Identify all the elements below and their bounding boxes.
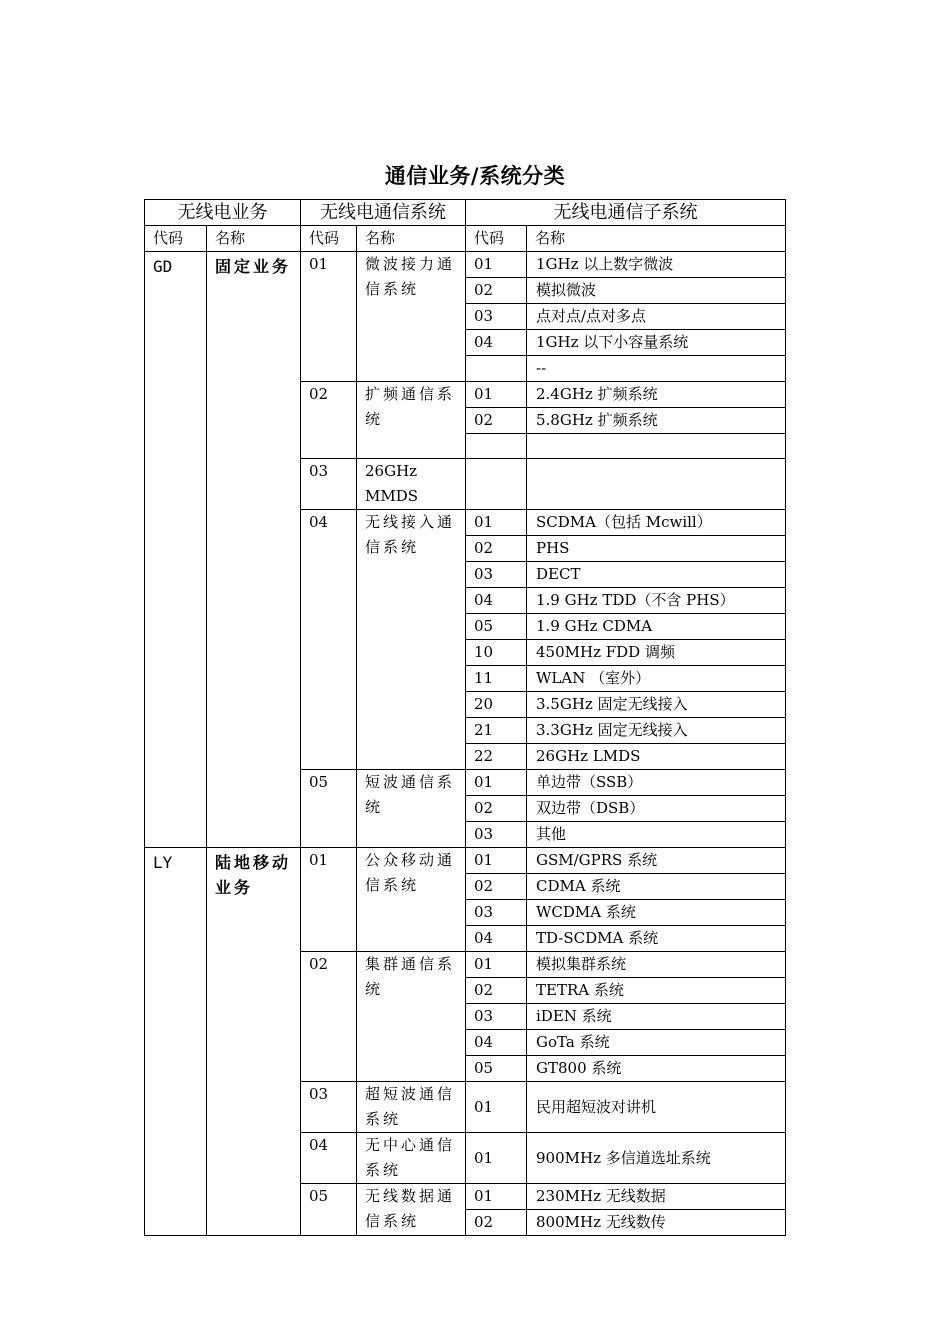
subsystem-code: 01 bbox=[466, 1133, 527, 1184]
subsystem-code: 04 bbox=[466, 926, 527, 952]
subsystem-name: 3.5GHz 固定无线接入 bbox=[527, 692, 786, 718]
system-name: 无线接入通信系统 bbox=[357, 510, 466, 770]
subsystem-code: 11 bbox=[466, 666, 527, 692]
subsystem-name: GoTa 系统 bbox=[527, 1030, 786, 1056]
subsystem-name: 230MHz 无线数据 bbox=[527, 1184, 786, 1210]
system-code: 03 bbox=[301, 1082, 357, 1133]
subsystem-code: 03 bbox=[466, 562, 527, 588]
system-name: 微波接力通信系统 bbox=[357, 252, 466, 382]
subsystem-code: 03 bbox=[466, 1004, 527, 1030]
subsystem-code: 05 bbox=[466, 1056, 527, 1082]
subsystem-name: GT800 系统 bbox=[527, 1056, 786, 1082]
subsystem-code: 03 bbox=[466, 822, 527, 848]
subsystem-code: 02 bbox=[466, 874, 527, 900]
subsystem-code: 02 bbox=[466, 408, 527, 434]
subsystem-code: 05 bbox=[466, 614, 527, 640]
subsystem-code: 01 bbox=[466, 1184, 527, 1210]
subsystem-code: 03 bbox=[466, 304, 527, 330]
system-code: 02 bbox=[301, 382, 357, 459]
subsystem-name: 450MHz FDD 调频 bbox=[527, 640, 786, 666]
subsystem-name: 26GHz LMDS bbox=[527, 744, 786, 770]
system-code: 04 bbox=[301, 1133, 357, 1184]
subsystem-code: 04 bbox=[466, 330, 527, 356]
system-code: 01 bbox=[301, 252, 357, 382]
subsystem-name: 1GHz 以上数字微波 bbox=[527, 252, 786, 278]
column-header-row bbox=[145, 226, 786, 252]
subsystem-code: 01 bbox=[466, 848, 527, 874]
service-name: 固定业务 bbox=[207, 252, 301, 848]
subsystem-code: 22 bbox=[466, 744, 527, 770]
subsystem-code: 10 bbox=[466, 640, 527, 666]
system-code: 05 bbox=[301, 770, 357, 848]
system-name: 超短波通信系统 bbox=[357, 1082, 466, 1133]
subsystem-name: TETRA 系统 bbox=[527, 978, 786, 1004]
subsystem-code: 01 bbox=[466, 1082, 527, 1133]
service-name: 陆地移动业务 bbox=[207, 848, 301, 1236]
subsystem-name: 900MHz 多信道选址系统 bbox=[527, 1133, 786, 1184]
system-name: 集群通信系统 bbox=[357, 952, 466, 1082]
subsystem-name: 点对点/点对多点 bbox=[527, 304, 786, 330]
group-header-row bbox=[145, 200, 786, 226]
service-code: GD bbox=[145, 252, 207, 848]
subsystem-name bbox=[527, 459, 786, 510]
service-code: LY bbox=[145, 848, 207, 1236]
page-title: 通信业务/系统分类 bbox=[384, 163, 566, 188]
col-header-service-code: 代码 bbox=[145, 226, 207, 252]
subsystem-code bbox=[466, 356, 527, 382]
group-header-subsystem: 无线电通信子系统 bbox=[466, 200, 786, 226]
subsystem-code: 21 bbox=[466, 718, 527, 744]
group-header-system: 无线电通信系统 bbox=[301, 200, 466, 226]
system-name: 无线数据通信系统 bbox=[357, 1184, 466, 1236]
subsystem-code: 03 bbox=[466, 900, 527, 926]
subsystem-name: 模拟集群系统 bbox=[527, 952, 786, 978]
classification-table bbox=[144, 199, 786, 1236]
subsystem-name: 模拟微波 bbox=[527, 278, 786, 304]
subsystem-code: 01 bbox=[466, 382, 527, 408]
subsystem-code: 01 bbox=[466, 770, 527, 796]
system-code: 03 bbox=[301, 459, 357, 510]
subsystem-code: 02 bbox=[466, 978, 527, 1004]
subsystem-name: 3.3GHz 固定无线接入 bbox=[527, 718, 786, 744]
system-name: 26GHz MMDS bbox=[357, 459, 466, 510]
subsystem-code bbox=[466, 459, 527, 510]
subsystem-name: 5.8GHz 扩频系统 bbox=[527, 408, 786, 434]
col-header-sub-code: 代码 bbox=[466, 226, 527, 252]
col-header-service-name: 名称 bbox=[207, 226, 301, 252]
system-code: 04 bbox=[301, 510, 357, 770]
subsystem-code: 04 bbox=[466, 588, 527, 614]
subsystem-name: 800MHz 无线数传 bbox=[527, 1210, 786, 1236]
subsystem-code: 02 bbox=[466, 278, 527, 304]
col-header-system-name: 名称 bbox=[357, 226, 466, 252]
subsystem-code: 01 bbox=[466, 252, 527, 278]
subsystem-name: SCDMA（包括 Mcwill） bbox=[527, 510, 786, 536]
system-code: 01 bbox=[301, 848, 357, 952]
subsystem-name: CDMA 系统 bbox=[527, 874, 786, 900]
system-name: 无中心通信系统 bbox=[357, 1133, 466, 1184]
subsystem-name: -- bbox=[527, 356, 786, 382]
subsystem-code bbox=[466, 434, 527, 459]
col-header-system-code: 代码 bbox=[301, 226, 357, 252]
system-code: 05 bbox=[301, 1184, 357, 1236]
table-row bbox=[145, 252, 786, 278]
subsystem-name: 1GHz 以下小容量系统 bbox=[527, 330, 786, 356]
subsystem-code: 01 bbox=[466, 952, 527, 978]
subsystem-code: 04 bbox=[466, 1030, 527, 1056]
subsystem-name: 民用超短波对讲机 bbox=[527, 1082, 786, 1133]
subsystem-name: 2.4GHz 扩频系统 bbox=[527, 382, 786, 408]
subsystem-name: TD-SCDMA 系统 bbox=[527, 926, 786, 952]
subsystem-name: PHS bbox=[527, 536, 786, 562]
subsystem-name: iDEN 系统 bbox=[527, 1004, 786, 1030]
col-header-sub-name: 名称 bbox=[527, 226, 786, 252]
subsystem-name: DECT bbox=[527, 562, 786, 588]
subsystem-name: 1.9 GHz CDMA bbox=[527, 614, 786, 640]
subsystem-code: 01 bbox=[466, 510, 527, 536]
system-code: 02 bbox=[301, 952, 357, 1082]
group-header-service: 无线电业务 bbox=[145, 200, 301, 226]
subsystem-name bbox=[527, 434, 786, 459]
subsystem-code: 20 bbox=[466, 692, 527, 718]
subsystem-name: WCDMA 系统 bbox=[527, 900, 786, 926]
system-name: 扩频通信系统 bbox=[357, 382, 466, 459]
subsystem-code: 02 bbox=[466, 536, 527, 562]
system-name: 公众移动通信系统 bbox=[357, 848, 466, 952]
subsystem-name: 1.9 GHz TDD（不含 PHS） bbox=[527, 588, 786, 614]
subsystem-code: 02 bbox=[466, 796, 527, 822]
table-body bbox=[145, 200, 786, 1236]
subsystem-name: WLAN （室外） bbox=[527, 666, 786, 692]
subsystem-name: GSM/GPRS 系统 bbox=[527, 848, 786, 874]
subsystem-name: 其他 bbox=[527, 822, 786, 848]
subsystem-code: 02 bbox=[466, 1210, 527, 1236]
system-name: 短波通信系统 bbox=[357, 770, 466, 848]
subsystem-name: 双边带（DSB） bbox=[527, 796, 786, 822]
subsystem-name: 单边带（SSB） bbox=[527, 770, 786, 796]
table-row bbox=[145, 848, 786, 874]
